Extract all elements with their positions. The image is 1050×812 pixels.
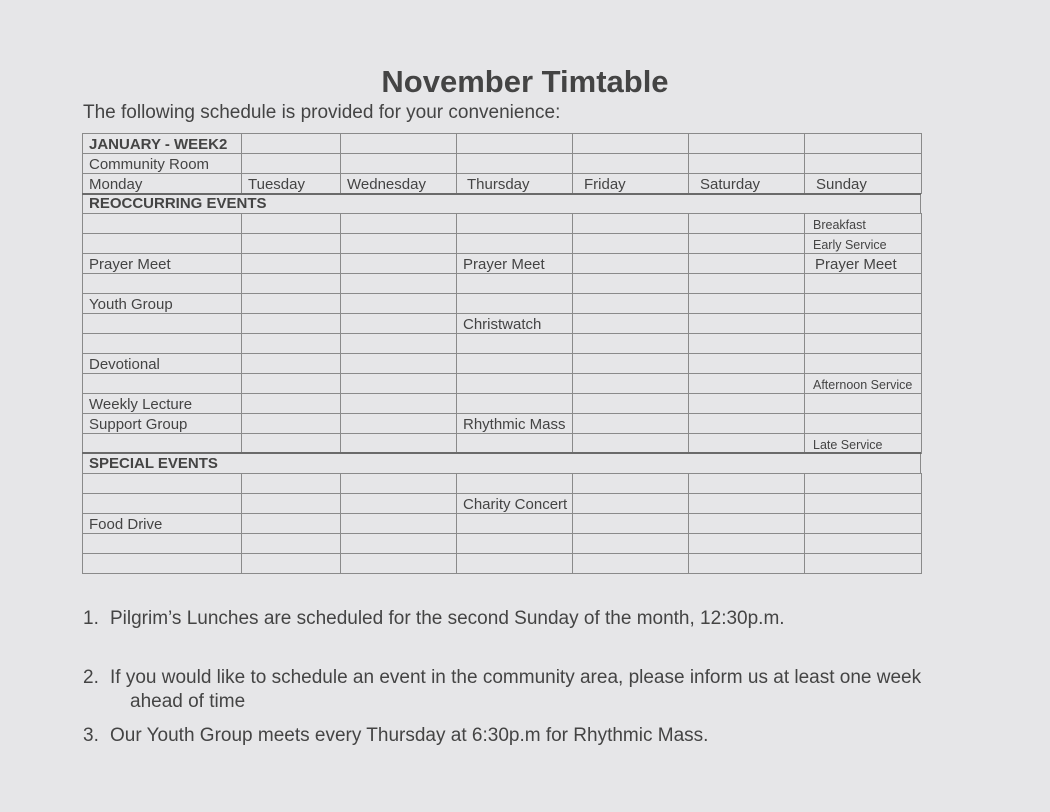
table-cell-thursday (456, 213, 573, 234)
cell-text: Tuesday (248, 176, 305, 193)
table-cell-sunday (804, 373, 922, 394)
table-cell-sunday (804, 473, 922, 494)
table-cell-sunday (804, 213, 922, 234)
table-cell-saturday (688, 473, 805, 494)
section-divider (82, 452, 921, 454)
table-cell-saturday (688, 153, 805, 174)
table-cell-wednesday (340, 533, 457, 554)
table-cell-wednesday (340, 233, 457, 254)
table-cell-wednesday (340, 273, 457, 294)
table-cell-tuesday (241, 233, 341, 254)
table-cell-tuesday (241, 513, 341, 534)
cell-text: Friday (584, 176, 626, 193)
table-cell-saturday (688, 493, 805, 514)
table-cell-sunday (804, 233, 922, 254)
cell-text: Thursday (467, 176, 530, 193)
note-number: 2. (83, 667, 99, 688)
table-cell-saturday (688, 253, 805, 274)
table-cell-thursday (456, 393, 573, 414)
table-cell-monday (82, 233, 242, 254)
note-text-continued: ahead of time (130, 691, 246, 712)
table-cell-saturday (688, 413, 805, 434)
table-cell-wednesday (340, 293, 457, 314)
table-cell-sunday (804, 513, 922, 534)
table-cell-thursday (456, 373, 573, 394)
schedule-table (82, 133, 921, 574)
table-cell-thursday (456, 413, 573, 434)
table-cell-wednesday (340, 553, 457, 574)
cell-text: Early Service (813, 237, 887, 252)
table-cell-sunday (804, 153, 922, 174)
note-text: Our Youth Group meets every Thursday at 6:30p.m for Rhythmic Mass. (110, 725, 709, 746)
table-cell-saturday (688, 553, 805, 574)
table-cell-tuesday (241, 133, 341, 154)
table-cell-friday (572, 493, 689, 514)
table-cell-tuesday (241, 393, 341, 414)
table-cell-thursday (456, 333, 573, 354)
table-cell-tuesday (241, 153, 341, 174)
table-cell-tuesday (241, 293, 341, 314)
table-cell-thursday (456, 293, 573, 314)
table-cell-monday (82, 253, 242, 274)
table-cell-friday (572, 513, 689, 534)
table-cell-monday (82, 553, 242, 574)
cell-text: Prayer Meet (463, 256, 545, 273)
table-cell-tuesday (241, 253, 341, 274)
cell-text: Food Drive (89, 516, 163, 533)
table-cell-monday (82, 533, 242, 554)
table-cell-tuesday (241, 353, 341, 374)
table-cell-wednesday (340, 513, 457, 534)
table-cell-monday (82, 173, 242, 194)
table-cell-wednesday (340, 433, 457, 454)
cell-text: Youth Group (89, 296, 173, 313)
table-cell-monday (82, 393, 242, 414)
table-cell-friday (572, 393, 689, 414)
table-cell-friday (572, 353, 689, 374)
table-cell-thursday (456, 533, 573, 554)
table-cell-monday (82, 473, 242, 494)
table-cell-wednesday (340, 313, 457, 334)
table-cell-monday (82, 313, 242, 334)
cell-text: Sunday (816, 176, 867, 193)
table-cell-friday (572, 173, 689, 194)
table-cell-monday (82, 153, 242, 174)
table-cell-sunday (804, 353, 922, 374)
table-cell-tuesday (241, 273, 341, 294)
table-cell-wednesday (340, 473, 457, 494)
table-cell-friday (572, 213, 689, 234)
table-cell-monday (82, 293, 242, 314)
table-cell-friday (572, 433, 689, 454)
table-cell-friday (572, 253, 689, 274)
table-cell-saturday (688, 133, 805, 154)
table-cell-sunday (804, 333, 922, 354)
note-text: If you would like to schedule an event in the community area, please inform us at least one week (110, 667, 922, 688)
table-cell-sunday (804, 313, 922, 334)
cell-text: Weekly Lecture (89, 396, 193, 413)
cell-text: Charity Concert (463, 496, 568, 513)
table-cell-saturday (688, 313, 805, 334)
cell-text: Devotional (89, 356, 160, 373)
table-cell-thursday (456, 353, 573, 374)
table-cell-saturday (688, 173, 805, 194)
table-cell-thursday (456, 433, 573, 454)
cell-text: Support Group (89, 416, 188, 433)
table-cell-saturday (688, 273, 805, 294)
cell-text: Saturday (700, 176, 761, 193)
table-cell-wednesday (340, 333, 457, 354)
section-divider (82, 193, 921, 195)
table-cell-wednesday (340, 173, 457, 194)
table-cell-tuesday (241, 213, 341, 234)
table-cell-monday (82, 273, 242, 294)
table-cell-friday (572, 233, 689, 254)
table-cell-monday (82, 333, 242, 354)
table-cell-monday (82, 213, 242, 234)
table-cell-thursday (456, 153, 573, 174)
table-cell-sunday (804, 393, 922, 414)
table-cell-sunday (804, 493, 922, 514)
table-cell-thursday (456, 313, 573, 334)
table-cell-wednesday (340, 413, 457, 434)
table-cell-saturday (688, 533, 805, 554)
table-cell-saturday (688, 373, 805, 394)
table-cell-tuesday (241, 493, 341, 514)
table-cell-thursday (456, 273, 573, 294)
cell-text: Christwatch (463, 316, 542, 333)
table-cell-friday (572, 153, 689, 174)
table-cell-sunday (804, 133, 922, 154)
cell-text: Rhythmic Mass (463, 416, 566, 433)
table-cell-tuesday (241, 313, 341, 334)
table-cell-tuesday (241, 413, 341, 434)
table-cell-friday (572, 553, 689, 574)
table-cell-sunday (804, 173, 922, 194)
table-cell-tuesday (241, 433, 341, 454)
table-cell-thursday (456, 233, 573, 254)
table-cell-monday (82, 493, 242, 514)
table-cell-friday (572, 293, 689, 314)
table-cell-saturday (688, 433, 805, 454)
note-number: 1. (83, 608, 99, 629)
cell-text: Community Room (89, 156, 210, 173)
table-cell-wednesday (340, 493, 457, 514)
table-cell-thursday (456, 133, 573, 154)
table-cell-wednesday (340, 353, 457, 374)
table-cell-sunday (804, 433, 922, 454)
table-cell-sunday (804, 413, 922, 434)
cell-text: Wednesday (347, 176, 426, 193)
table-cell-thursday (456, 473, 573, 494)
table-cell-thursday (456, 253, 573, 274)
table-cell-friday (572, 273, 689, 294)
page-title: November Timtable (381, 64, 669, 99)
section-header-label: REOCCURRING EVENTS (89, 195, 267, 212)
cell-text: Breakfast (813, 217, 866, 232)
table-cell-sunday (804, 273, 922, 294)
page-subtitle: The following schedule is provided for your convenience: (83, 102, 561, 123)
table-cell-tuesday (241, 473, 341, 494)
table-cell-monday (82, 413, 242, 434)
table-cell-sunday (804, 253, 922, 274)
table-cell-tuesday (241, 373, 341, 394)
table-cell-saturday (688, 513, 805, 534)
cell-text: Prayer Meet (89, 256, 171, 273)
cell-text: Late Service (813, 437, 883, 452)
table-cell-friday (572, 333, 689, 354)
table-cell-wednesday (340, 213, 457, 234)
table-cell-saturday (688, 293, 805, 314)
table-cell-saturday (688, 233, 805, 254)
table-cell-wednesday (340, 133, 457, 154)
cell-text: Afternoon Service (813, 377, 913, 392)
table-cell-monday (82, 373, 242, 394)
table-cell-thursday (456, 553, 573, 574)
table-cell-monday (82, 513, 242, 534)
table-cell-wednesday (340, 373, 457, 394)
table-cell-thursday (456, 493, 573, 514)
table-cell-monday (82, 433, 242, 454)
table-cell-friday (572, 413, 689, 434)
cell-text: Monday (89, 176, 143, 193)
cell-text: Prayer Meet (815, 256, 897, 273)
table-cell-saturday (688, 213, 805, 234)
table-cell-sunday (804, 293, 922, 314)
table-cell-thursday (456, 513, 573, 534)
table-cell-monday (82, 353, 242, 374)
table-cell-saturday (688, 393, 805, 414)
table-cell-friday (572, 373, 689, 394)
section-header-label: SPECIAL EVENTS (89, 455, 218, 472)
section-header-row (82, 193, 921, 214)
section-header-row (82, 453, 921, 474)
note-number: 3. (83, 725, 99, 746)
table-cell-sunday (804, 553, 922, 574)
table-cell-thursday (456, 173, 573, 194)
table-cell-friday (572, 313, 689, 334)
table-cell-saturday (688, 333, 805, 354)
note-text: Pilgrim’s Lunches are scheduled for the second Sunday of the month, 12:30p.m. (110, 608, 785, 629)
table-cell-wednesday (340, 253, 457, 274)
table-cell-friday (572, 133, 689, 154)
table-cell-sunday (804, 533, 922, 554)
table-cell-wednesday (340, 393, 457, 414)
table-cell-tuesday (241, 533, 341, 554)
table-cell-tuesday (241, 333, 341, 354)
table-cell-monday (82, 133, 242, 154)
cell-text: JANUARY - WEEK2 (89, 136, 228, 153)
table-cell-tuesday (241, 553, 341, 574)
table-cell-friday (572, 533, 689, 554)
table-cell-friday (572, 473, 689, 494)
table-cell-saturday (688, 353, 805, 374)
table-cell-wednesday (340, 153, 457, 174)
table-cell-tuesday (241, 173, 341, 194)
